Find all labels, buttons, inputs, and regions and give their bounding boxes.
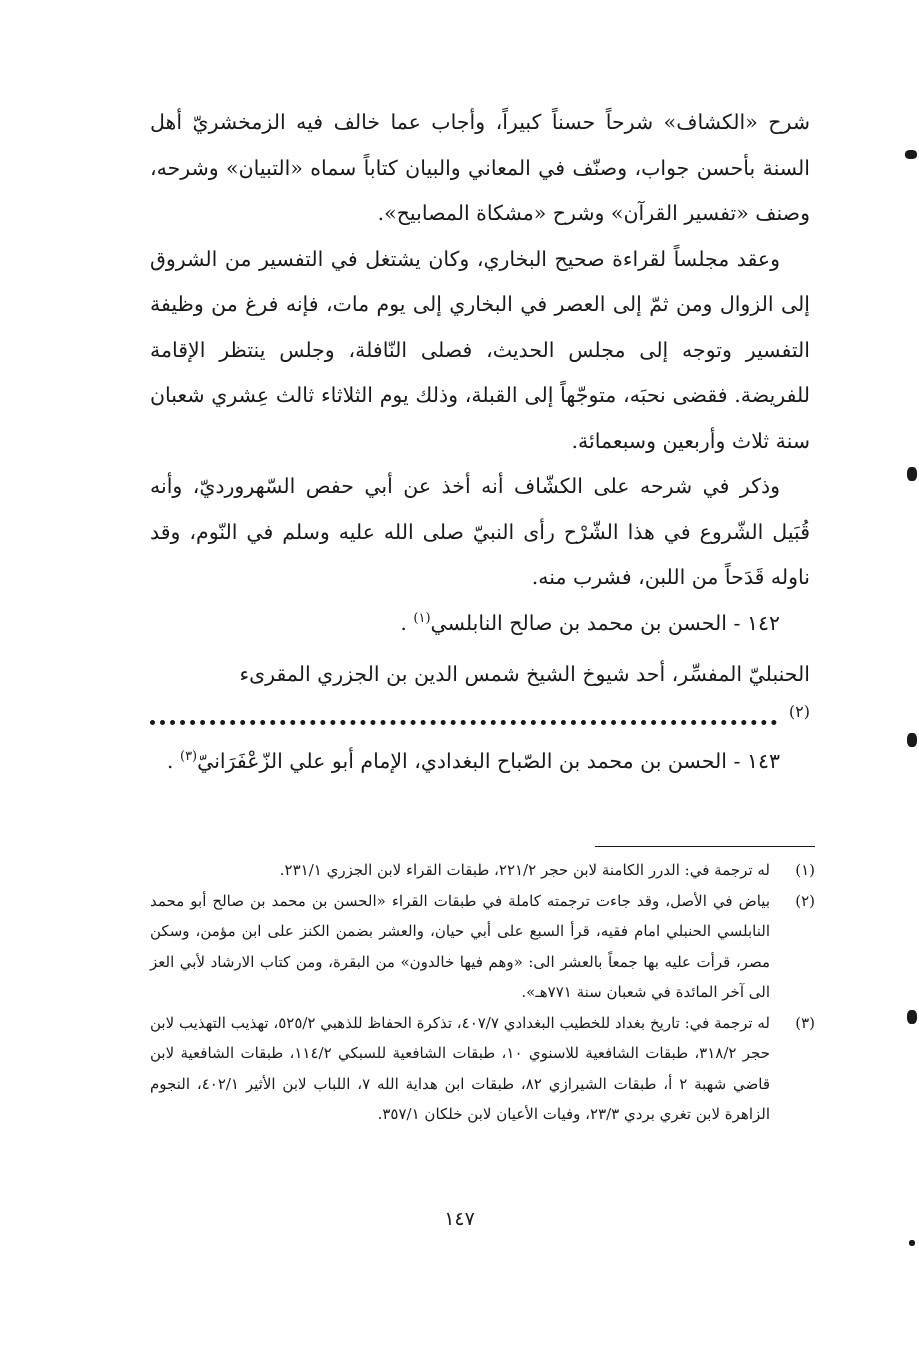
entry-142-heading xyxy=(150,601,810,647)
scan-mark xyxy=(907,1010,917,1024)
entry-142-body: الحنبليّ المفسِّر، أحد شيوخ الشيخ شمس الدين بن الجزري المقرىء xyxy=(239,662,810,686)
scan-mark xyxy=(905,150,917,159)
footnote-number: (٢) xyxy=(795,891,815,910)
page-number: ١٤٧ xyxy=(444,1208,475,1230)
footnote-text: بياض في الأصل، وقد جاءت ترجمته كاملة في طبقات القراء «الحسن بن محمد بن صالح أبو محمد النابلسي الحنبلي امام فقيه، قرأ السبع على أبي حيان، والعشر بضمن الكنز على ابن مؤمن، وسكن مصر، قرأت عليه بها جمعاً بالعشر الى: «وهم فيها خالدون» من البقرة، ومن كتاب الارشاد لأبي العز الى آخر المائدة في شعبان سنة ٧٧١هـ». xyxy=(150,891,770,1001)
lacuna-row xyxy=(150,692,810,732)
paragraph-1: شرح «الكشاف» شرحاً حسناً كبيراً، وأجاب عما خالف فيه الزمخشريّ أهل السنة بأحسن جواب، وصنّف في المعاني والبيان كتاباً سماه «التبيان» وشرحه، وصنف «تفسير القرآن» وشرح «مشكاة المصابيح». xyxy=(150,110,810,225)
entry-143-heading xyxy=(150,742,810,780)
entry-142-title: ١٤٢ - الحسن بن محمد بن صالح النابلسي xyxy=(430,610,780,635)
entry-143-period: . xyxy=(166,748,174,773)
footnote-3 xyxy=(150,1008,815,1130)
footnote-text: له ترجمة في: تاريخ بغداد للخطيب البغدادي ٤٠٧/٧، تذكرة الحفاظ للذهبي ٥٢٥/٢، تهذيب التهذيب لابن حجر ٣١٨/٢، طبقات الشافعية للاسنوي ١٠، طبقات الشافعية للسبكي ١١٤/٢، طبقات الشافعية لابن قاضي شهبة ٢ أ، طبقات الشيرازي ٨٢، طبقات ابن هداية الله ٧، اللباب لابن الأثير ٤٠٢/١، النجوم الزاهرة لابن تغري بردي ٢٣/٣، وفيات الأعيان لابن خلكان ٣٥٧/١. xyxy=(150,1013,771,1123)
entry-142-period: . xyxy=(400,610,407,635)
lacuna-dots xyxy=(150,720,777,725)
footnote-separator xyxy=(595,846,815,847)
footnote-2 xyxy=(150,886,815,1008)
paragraph-3: وذكر في شرحه على الكشّاف أنه أخذ عن أبي حفص السّهرورديّ، وأنه قُبَيل الشّروع في هذا الشّرْح رأى النبيّ صلى الله عليه وسلم في النّوم، وقد ناوله قَدَحاً من اللبن، فشرب منه. xyxy=(150,474,810,589)
entry-143-title: ١٤٣ - الحسن بن محمد بن الصّباح البغدادي، الإمام أبو علي الزّعْفَرَانيّ xyxy=(197,748,780,773)
paragraph-2: وعقد مجلساً لقراءة صحيح البخاري، وكان يشتغل في التفسير من الشروق إلى الزوال ومن ثمّ إلى العصر في البخاري إلى يوم مات، فإنه فرغ من وظيفة التفسير وتوجه إلى مجلس الحديث، فصلى النّافلة، وجلس ينتظر الإقامة للفريضة. فقضى نحبَه، متوجّهاً إلى القبلة، وذلك يوم الثلاثاء ثالث عِشري شعبان سنة ثلاث وأربعين وسبعمائة. xyxy=(150,246,810,453)
footnote-ref-3[interactable]: (٣) xyxy=(179,748,198,764)
footnote-ref-2[interactable]: (٢) xyxy=(788,701,810,721)
scan-mark xyxy=(907,467,917,481)
footnote-number: (١) xyxy=(795,861,815,879)
scan-mark xyxy=(907,733,917,747)
footnote-ref-1[interactable]: (١) xyxy=(413,610,431,626)
main-text xyxy=(150,100,810,780)
footnote-text: له ترجمة في: الدرر الكامنة لابن حجر ٢٢١/٢، طبقات القراء لابن الجزري ٢٣١/١. xyxy=(279,861,770,879)
footnote-1 xyxy=(150,855,815,886)
footnote-number: (٣) xyxy=(795,1013,815,1032)
scan-mark xyxy=(909,1240,915,1246)
footnotes xyxy=(150,855,815,1130)
